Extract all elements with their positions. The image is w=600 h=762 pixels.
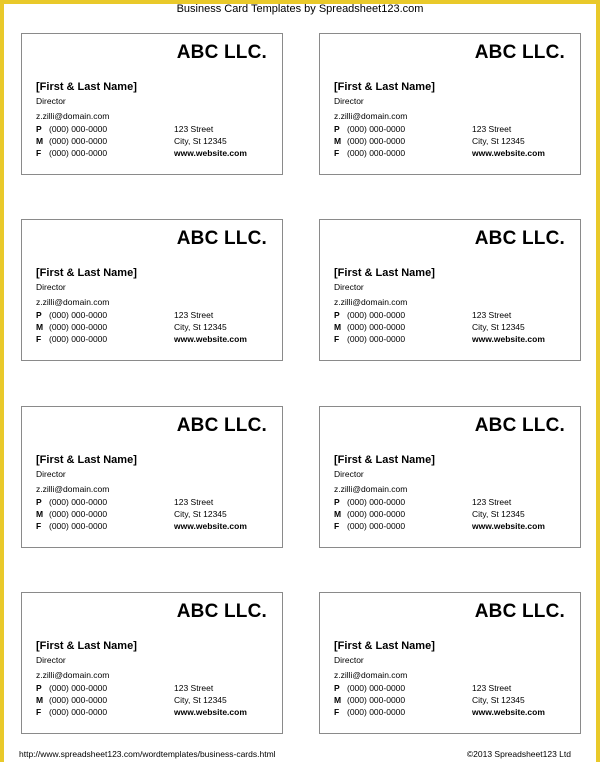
street-address: 123 Street — [472, 683, 512, 693]
website-link: www.website.com — [472, 334, 545, 344]
phone-label: P — [334, 124, 340, 134]
job-title: Director — [36, 469, 66, 479]
phone-label: P — [36, 497, 42, 507]
street-address: 123 Street — [472, 310, 512, 320]
phone-number: (000) 000-0000 — [49, 310, 108, 320]
job-title: Director — [334, 655, 364, 665]
mobile-number: (000) 000-0000 — [49, 509, 108, 519]
website-link: www.website.com — [472, 521, 545, 531]
phone-label: P — [36, 683, 42, 693]
job-title: Director — [334, 96, 364, 106]
website-link: www.website.com — [174, 148, 247, 158]
mobile-number: (000) 000-0000 — [347, 322, 406, 332]
company-name: ABC LLC. — [176, 42, 267, 63]
person-name: [First & Last Name] — [334, 640, 435, 652]
email-address: z.zilli@domain.com — [36, 297, 110, 307]
mobile-number: (000) 000-0000 — [347, 136, 406, 146]
person-name: [First & Last Name] — [334, 267, 435, 279]
business-card — [319, 592, 581, 734]
job-title: Director — [334, 282, 364, 292]
company-name: ABC LLC. — [474, 42, 565, 63]
person-name: [First & Last Name] — [334, 454, 435, 466]
business-card — [319, 219, 581, 361]
phone-label: P — [36, 124, 42, 134]
fax-label: F — [334, 334, 340, 344]
business-card — [21, 33, 283, 175]
person-name: [First & Last Name] — [36, 640, 137, 652]
mobile-number: (000) 000-0000 — [49, 322, 108, 332]
website-link: www.website.com — [174, 334, 247, 344]
business-card — [21, 592, 283, 734]
company-name: ABC LLC. — [176, 415, 267, 436]
phone-number: (000) 000-0000 — [347, 683, 406, 693]
street-address: 123 Street — [174, 124, 214, 134]
city-address: City, St 12345 — [472, 322, 525, 332]
business-card — [319, 33, 581, 175]
job-title: Director — [36, 96, 66, 106]
email-address: z.zilli@domain.com — [334, 484, 408, 494]
mobile-label: M — [36, 695, 44, 705]
fax-number: (000) 000-0000 — [347, 334, 406, 344]
email-address: z.zilli@domain.com — [334, 297, 408, 307]
fax-label: F — [334, 148, 340, 158]
mobile-label: M — [334, 322, 342, 332]
phone-label: P — [334, 683, 340, 693]
city-address: City, St 12345 — [472, 695, 525, 705]
phone-number: (000) 000-0000 — [49, 683, 108, 693]
mobile-number: (000) 000-0000 — [347, 509, 406, 519]
company-name: ABC LLC. — [176, 228, 267, 249]
email-address: z.zilli@domain.com — [36, 484, 110, 494]
city-address: City, St 12345 — [472, 136, 525, 146]
person-name: [First & Last Name] — [334, 81, 435, 93]
mobile-label: M — [36, 322, 44, 332]
footer-copyright: ©2013 Spreadsheet123 Ltd — [466, 749, 571, 759]
company-name: ABC LLC. — [474, 228, 565, 249]
fax-number: (000) 000-0000 — [49, 148, 108, 158]
footer-url[interactable]: http://www.spreadsheet123.com/wordtemplates/business-cards.html — [19, 749, 276, 759]
person-name: [First & Last Name] — [36, 454, 137, 466]
fax-label: F — [334, 521, 340, 531]
company-name: ABC LLC. — [474, 601, 565, 622]
fax-label: F — [36, 707, 42, 717]
mobile-number: (000) 000-0000 — [49, 695, 108, 705]
fax-label: F — [36, 148, 42, 158]
phone-number: (000) 000-0000 — [49, 124, 108, 134]
job-title: Director — [36, 655, 66, 665]
city-address: City, St 12345 — [174, 322, 227, 332]
city-address: City, St 12345 — [472, 509, 525, 519]
business-card — [21, 406, 283, 548]
fax-number: (000) 000-0000 — [347, 148, 406, 158]
street-address: 123 Street — [472, 124, 512, 134]
street-address: 123 Street — [472, 497, 512, 507]
website-link: www.website.com — [472, 148, 545, 158]
phone-number: (000) 000-0000 — [347, 497, 406, 507]
phone-number: (000) 000-0000 — [347, 124, 406, 134]
fax-number: (000) 000-0000 — [49, 707, 108, 717]
mobile-label: M — [36, 509, 44, 519]
fax-label: F — [334, 707, 340, 717]
fax-label: F — [36, 521, 42, 531]
email-address: z.zilli@domain.com — [36, 670, 110, 680]
page-title: Business Card Templates by Spreadsheet123.com — [176, 3, 424, 15]
job-title: Director — [36, 282, 66, 292]
fax-label: F — [36, 334, 42, 344]
email-address: z.zilli@domain.com — [334, 670, 408, 680]
phone-label: P — [36, 310, 42, 320]
mobile-label: M — [334, 509, 342, 519]
person-name: [First & Last Name] — [36, 81, 137, 93]
fax-number: (000) 000-0000 — [49, 334, 108, 344]
fax-number: (000) 000-0000 — [347, 521, 406, 531]
phone-label: P — [334, 310, 340, 320]
website-link: www.website.com — [174, 521, 247, 531]
city-address: City, St 12345 — [174, 509, 227, 519]
city-address: City, St 12345 — [174, 136, 227, 146]
fax-number: (000) 000-0000 — [347, 707, 406, 717]
mobile-number: (000) 000-0000 — [347, 695, 406, 705]
phone-number: (000) 000-0000 — [49, 497, 108, 507]
email-address: z.zilli@domain.com — [334, 111, 408, 121]
phone-label: P — [334, 497, 340, 507]
street-address: 123 Street — [174, 683, 214, 693]
mobile-label: M — [36, 136, 44, 146]
street-address: 123 Street — [174, 497, 214, 507]
job-title: Director — [334, 469, 364, 479]
company-name: ABC LLC. — [176, 601, 267, 622]
website-link: www.website.com — [472, 707, 545, 717]
street-address: 123 Street — [174, 310, 214, 320]
mobile-label: M — [334, 136, 342, 146]
business-card — [21, 219, 283, 361]
email-address: z.zilli@domain.com — [36, 111, 110, 121]
fax-number: (000) 000-0000 — [49, 521, 108, 531]
city-address: City, St 12345 — [174, 695, 227, 705]
person-name: [First & Last Name] — [36, 267, 137, 279]
mobile-number: (000) 000-0000 — [49, 136, 108, 146]
phone-number: (000) 000-0000 — [347, 310, 406, 320]
company-name: ABC LLC. — [474, 415, 565, 436]
website-link: www.website.com — [174, 707, 247, 717]
mobile-label: M — [334, 695, 342, 705]
business-card — [319, 406, 581, 548]
